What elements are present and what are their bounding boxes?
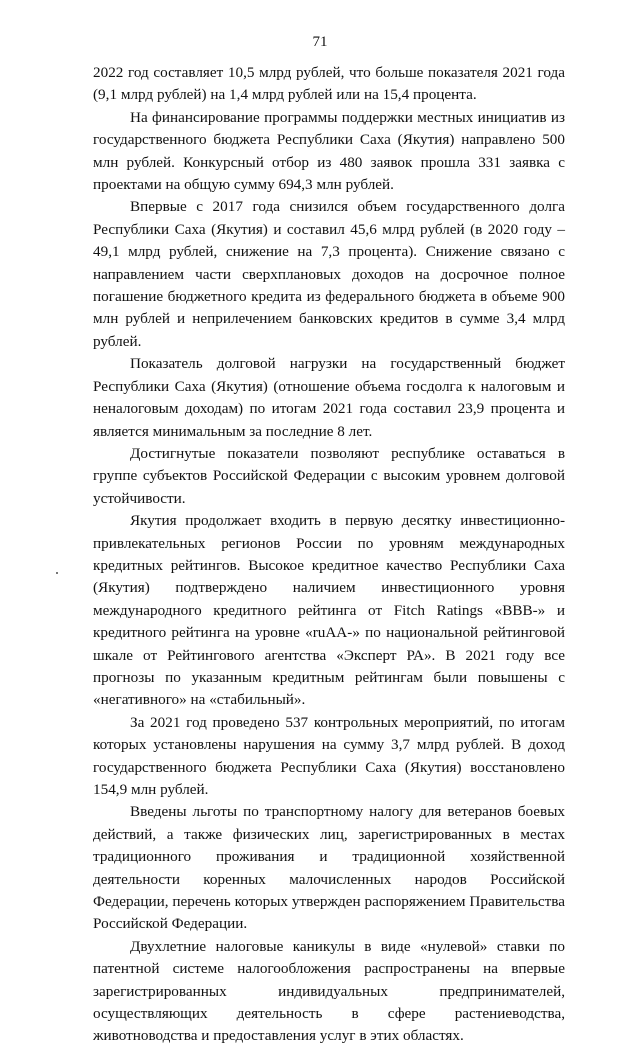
paragraph-debt-load: Показатель долговой нагрузки на государственный бюджет Республики Саха (Якутия) (отношение объема госдолга к налоговым и неналоговым доходам) по итогам 2021 года составил 23,9 процента и является минимальным за последние 8 лет. — [93, 355, 565, 440]
scan-margin-mark — [56, 572, 58, 574]
paragraph-debt-growth-continuation: 2022 год составляет 10,5 млрд рублей, что больше показателя 2021 года (9,1 млрд рублей) на 1,4 млрд рублей или на 15,4 процента. — [93, 64, 565, 104]
paragraph-control-measures: За 2021 год проведено 537 контрольных мероприятий, по итогам которых установлены нарушения на сумму 3,7 млрд рублей. В доход государственного бюджета Республики Саха (Якутия) восстановлено 154,9 млн рублей. — [93, 713, 565, 798]
paragraph-transport-tax-benefits: Введены льготы по транспортному налогу для ветеранов боевых действий, а также физических лиц, зарегистрированных в местах традиционного проживания и традиционной хозяйственной деятельности коренных малочисленных народов Российской Федерации, перечень которых утвержден распоряжением Правительства Российской Федерации. — [93, 803, 565, 933]
document-body — [93, 62, 565, 1048]
paragraph-local-initiatives: На финансирование программы поддержки местных инициатив из государственного бюджета Республики Саха (Якутия) направлено 500 млн рублей. Конкурсный отбор из 480 заявок прошла 331 заявка с проектами на общую сумму 694,3 млн рублей. — [93, 108, 565, 194]
paragraph-state-debt: Впервые с 2017 года снизился объем государственного долга Республики Саха (Якутия) и составил 45,6 млрд рублей (в 2020 году – 49,1 млрд рублей, снижение на 7,3 процента). Снижение связано с направлением части сверхплановых доходов на досрочное полное погашение бюджетного кредита из федерального бюджета в объеме 900 млн рублей и неприлечением банковских кредитов в сумме 3,4 млрд рублей. — [93, 198, 565, 350]
paragraph-debt-stability: Достигнутые показатели позволяют республике оставаться в группе субъектов Российской Федерации с высоким уровнем долговой устойчивости. — [93, 444, 565, 507]
page-number: 71 — [312, 34, 328, 50]
paragraph-tax-holidays: Двухлетние налоговые каникулы в виде «нулевой» ставки по патентной системе налогообложения распространены на впервые зарегистрированных индивидуальных предпринимателей, осуществляющих деятельность в сфере растениеводства, животноводства и предоставления услуг в этих областях. — [93, 937, 565, 1045]
paragraph-credit-ratings: Якутия продолжает входить в первую десятку инвестиционно-привлекательных регионов России по уровням международных кредитных рейтингов. Высокое кредитное качество Республики Саха (Якутия) подтверждено наличием инвестиционного уровня международного кредитного рейтинга от Fitch Ratings «BBB-» и кредитного рейтинга на уровне «ruAA-» по национальной рейтинговой шкале от Рейтингового агентства «Эксперт РА». В 2021 году все прогнозы по указанным кредитным рейтингам были повышены с «негативного» на «стабильный». — [93, 512, 565, 709]
